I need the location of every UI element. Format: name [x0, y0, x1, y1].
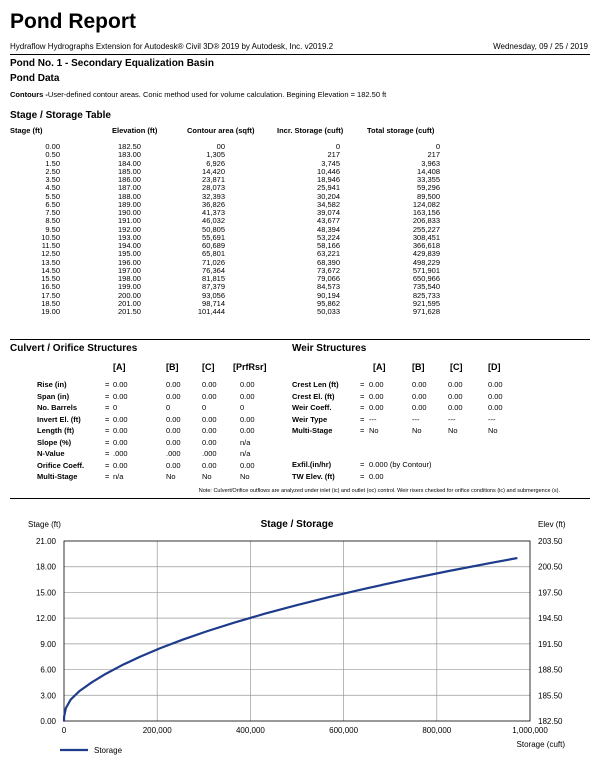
row-value: 0.00 [202, 426, 217, 435]
y2-tick-label: 194.50 [538, 614, 563, 624]
incr-cell: 39,074 [317, 208, 340, 217]
x-tick-label: 600,000 [329, 726, 359, 735]
storage-point [330, 596, 332, 598]
row-value: No [166, 472, 176, 481]
total-cell: 498,229 [412, 257, 440, 267]
row-value: 0.00 [202, 414, 217, 424]
elevation-cell: 186.00 [118, 175, 141, 184]
stage-cell: 11.50 [41, 241, 60, 250]
row-value: --- [488, 414, 496, 424]
storage-point [63, 720, 65, 722]
contours-text: User-defined contour areas. Conic method used for volume calculation. Begining Elevation = 182.50 ft [47, 90, 387, 99]
total-cell: 429,839 [412, 249, 440, 259]
row-value: No [412, 426, 422, 435]
area-cell: 93,056 [202, 290, 225, 300]
header-divider [10, 54, 590, 55]
storage-point [516, 557, 518, 559]
area-cell: 00 [216, 142, 225, 151]
row-label: Length (ft) [37, 426, 75, 435]
row-value: 0.00 [202, 437, 217, 447]
elevation-cell: 199.00 [118, 282, 141, 292]
equals-sign: = [105, 426, 110, 435]
area-cell: 81,815 [202, 274, 225, 283]
y-tick-label: 12.00 [35, 614, 56, 624]
stage-cell: 0.00 [45, 142, 60, 151]
pond-name: Pond No. 1 - Secondary Equalization Basin [10, 58, 214, 69]
area-cell: 60,689 [202, 241, 225, 250]
x-axis-label: Storage (cuft) [516, 740, 565, 749]
area-cell: 36,826 [202, 199, 225, 209]
col-header-incr-storage: Incr. Storage (cuft) [277, 126, 344, 135]
row-value: 0.00 [412, 380, 427, 389]
area-cell: 41,373 [202, 208, 225, 217]
total-cell: 971,628 [412, 307, 440, 316]
elevation-cell: 190.00 [118, 208, 141, 217]
stage-cell: 15.50 [41, 274, 60, 283]
row-value: --- [448, 414, 456, 424]
x-tick-label: 1,000,000 [512, 726, 548, 735]
row-value: 0 [202, 403, 207, 412]
storage-point [366, 587, 368, 589]
equals-sign: = [105, 472, 110, 481]
storage-point [448, 570, 450, 572]
storage-point [63, 716, 65, 718]
incr-cell: 63,221 [317, 249, 340, 259]
row-value: 0 [240, 403, 245, 412]
equals-sign: = [105, 391, 110, 401]
equals-sign: = [360, 403, 365, 412]
software-name: Hydraflow Hydrographs Extension for Autodesk® Civil 3D® 2019 by Autodesk, Inc. v2019.2 [10, 42, 334, 51]
stage-cell: 1.50 [45, 158, 60, 168]
storage-point [295, 604, 297, 606]
report-date: Wednesday, 09 / 25 / 2019 [493, 42, 588, 51]
area-cell: 71,026 [202, 257, 225, 267]
y-tick-label: 3.00 [40, 691, 56, 701]
total-cell: 124,082 [412, 199, 440, 209]
stage-cell: 7.50 [45, 208, 60, 217]
area-cell: 28,073 [202, 183, 225, 193]
total-cell: 308,451 [412, 232, 440, 242]
storage-point [493, 562, 495, 564]
stage-cell: 18.50 [41, 298, 60, 308]
area-cell: 50,805 [202, 224, 225, 234]
row-value: 0.00 [240, 414, 255, 424]
elevation-cell: 201.00 [118, 298, 141, 308]
stage-cell: 9.50 [45, 224, 60, 234]
total-cell: 0 [435, 142, 440, 151]
row-value: 0.00 [412, 391, 427, 401]
stage-cell: 12.50 [41, 249, 60, 259]
column-header: [A] [373, 362, 386, 372]
y2-tick-label: 191.50 [538, 639, 563, 649]
column-header: [C] [202, 362, 215, 372]
software-line [10, 42, 588, 51]
stage-cell: 8.50 [45, 216, 60, 226]
storage-point [263, 613, 265, 615]
elevation-cell: 188.00 [118, 191, 141, 201]
incr-cell: 18,946 [317, 175, 340, 184]
y-tick-label: 6.00 [40, 665, 56, 675]
x-tick-label: 0 [61, 726, 67, 735]
stage-cell: 3.50 [45, 175, 60, 184]
tw-elev-label: TW Elev. (ft) [292, 472, 335, 481]
elevation-cell: 193.00 [118, 232, 141, 242]
storage-point [105, 673, 107, 675]
chart-divider [10, 498, 590, 499]
stage-storage-chart [0, 510, 600, 777]
col-header-total-storage: Total storage (cuft) [367, 126, 435, 135]
incr-cell: 73,672 [317, 265, 340, 275]
y-tick-label: 15.00 [35, 588, 56, 598]
tw-elev-equals: = [360, 472, 365, 481]
total-cell: 14,408 [417, 166, 440, 176]
incr-cell: 217 [327, 150, 340, 160]
incr-cell: 79,066 [317, 274, 340, 283]
equals-sign: = [105, 449, 110, 458]
row-label: Multi-Stage [37, 472, 78, 481]
y-tick-label: 18.00 [35, 562, 56, 572]
equals-sign: = [105, 414, 110, 424]
area-cell: 101,444 [197, 307, 225, 316]
elevation-cell: 201.50 [118, 307, 141, 316]
incr-cell: 90,194 [317, 290, 340, 300]
total-cell: 33,355 [417, 175, 440, 184]
row-label: No. Barrels [37, 403, 78, 412]
area-cell: 87,379 [202, 282, 225, 292]
row-value: n/a [240, 437, 251, 447]
row-value: 0.00 [166, 414, 181, 424]
storage-curve [64, 558, 517, 721]
elevation-cell: 194.00 [118, 241, 141, 250]
column-header: [D] [488, 362, 501, 372]
equals-sign: = [105, 380, 110, 389]
contour-area-column [175, 143, 225, 316]
area-cell: 14,420 [202, 166, 225, 176]
area-cell: 23,871 [202, 175, 225, 184]
row-label: Crest Len (ft) [292, 380, 339, 389]
weir-section-title: Weir Structures [292, 343, 367, 354]
incr-cell: 43,677 [317, 216, 340, 226]
row-value: --- [412, 414, 420, 424]
row-value: 0.00 [448, 391, 463, 401]
area-cell: 32,393 [202, 191, 225, 201]
col-header-stage: Stage (ft) [10, 126, 43, 135]
storage-point [121, 664, 123, 666]
row-value: 0.00 [202, 380, 217, 389]
incr-cell: 34,582 [317, 199, 340, 209]
x-tick-label: 800,000 [422, 726, 452, 735]
incr-cell: 10,446 [317, 166, 340, 176]
row-value: No [240, 472, 250, 481]
total-cell: 650,966 [412, 274, 440, 283]
storage-point [79, 690, 81, 692]
stage-cell: 2.50 [45, 166, 60, 176]
storage-point [70, 699, 72, 701]
row-value: 0.00 [240, 460, 255, 470]
row-value: 0.00 [412, 403, 427, 412]
row-value: .000 [113, 449, 128, 458]
elevation-cell: 200.00 [118, 290, 141, 300]
elevation-cell: 183.00 [118, 150, 141, 160]
area-cell: 76,364 [202, 265, 225, 275]
incr-cell: 3,745 [321, 158, 340, 168]
stage-cell: 19.00 [41, 307, 60, 316]
row-value: 0.00 [113, 391, 128, 401]
structures-divider [10, 339, 590, 340]
stage-cell: 13.50 [41, 257, 60, 267]
total-cell: 206,833 [412, 216, 440, 226]
column-header: [PrfRsr] [233, 362, 267, 372]
stage-column [10, 143, 60, 316]
row-value: 0.00 [166, 460, 181, 470]
y2-tick-label: 197.50 [538, 588, 563, 598]
row-value: 0.00 [369, 403, 384, 412]
total-cell: 366,618 [412, 241, 440, 250]
stage-cell: 16.50 [41, 282, 60, 292]
row-value: 0.00 [166, 391, 181, 401]
row-value: 0.00 [240, 380, 255, 389]
total-cell: 3,963 [421, 158, 440, 168]
row-value: No [448, 426, 458, 435]
incr-storage-column [270, 143, 340, 316]
incr-cell: 58,166 [317, 241, 340, 250]
col-header-elevation: Elevation (ft) [112, 126, 158, 135]
total-cell: 255,227 [412, 224, 440, 234]
total-cell: 89,500 [417, 191, 440, 201]
row-value: 0.00 [488, 403, 503, 412]
row-value: No [488, 426, 498, 435]
y2-tick-label: 188.50 [538, 665, 563, 675]
row-value: 0.00 [166, 426, 181, 435]
tw-elev-value: 0.00 [369, 472, 384, 481]
incr-cell: 68,390 [317, 257, 340, 267]
row-value: 0.00 [202, 391, 217, 401]
row-value: 0.00 [166, 380, 181, 389]
row-value: n/a [113, 472, 124, 481]
row-value: 0.00 [202, 460, 217, 470]
incr-cell: 53,224 [317, 232, 340, 242]
analysis-note: Note: Culvert/Orifice outflows are analyzed under inlet (ic) and outlet (oc) control. Weir risers checked for orifice conditions (ic) and submergence (s). [198, 488, 560, 494]
y2-tick-label: 200.50 [538, 562, 563, 572]
stage-storage-table-title: Stage / Storage Table [10, 110, 111, 121]
equals-sign: = [360, 426, 365, 435]
area-cell: 6,926 [206, 158, 225, 168]
row-value: 0.00 [488, 391, 503, 401]
report-title: Pond Report [10, 10, 136, 33]
incr-cell: 30,204 [317, 191, 340, 201]
equals-sign: = [105, 460, 110, 470]
row-value: 0.00 [448, 380, 463, 389]
exfil-equals: = [360, 460, 365, 469]
total-cell: 217 [427, 150, 440, 160]
y-axis-label: Stage (ft) [28, 520, 61, 529]
row-value: n/a [240, 449, 251, 458]
row-value: 0.00 [113, 437, 128, 447]
total-cell: 825,733 [412, 290, 440, 300]
stage-cell: 5.50 [45, 191, 60, 201]
stage-cell: 14.50 [41, 265, 60, 275]
elevation-cell: 195.00 [118, 249, 141, 259]
x-tick-label: 400,000 [235, 726, 265, 735]
elevation-cell: 184.00 [118, 158, 141, 168]
row-value: 0.00 [369, 391, 384, 401]
column-header: [C] [450, 362, 463, 372]
incr-cell: 48,394 [317, 224, 340, 234]
stage-cell: 17.50 [41, 290, 60, 300]
stage-cell: 10.50 [41, 232, 60, 242]
row-label: N-Value [37, 449, 65, 458]
row-label: Span (in) [37, 391, 70, 401]
stage-cell: 6.50 [45, 199, 60, 209]
total-cell: 921,595 [412, 298, 440, 308]
row-label: Multi-Stage [292, 426, 333, 435]
elevation-cell: 182.50 [118, 142, 141, 151]
column-header: [A] [113, 362, 126, 372]
storage-point [65, 707, 67, 709]
row-label: Rise (in) [37, 380, 67, 389]
pond-data-heading: Pond Data [10, 73, 60, 84]
contours-label: Contours - [10, 90, 48, 99]
elevation-cell: 197.00 [118, 265, 141, 275]
row-value: 0.00 [488, 380, 503, 389]
row-value: 0 [113, 403, 118, 412]
stage-cell: 0.50 [45, 150, 60, 160]
elevation-cell: 187.00 [118, 183, 141, 193]
incr-cell: 25,941 [317, 183, 340, 193]
exfil-value: 0.000 (by Contour) [369, 460, 432, 469]
row-value: No [369, 426, 379, 435]
culvert-section-title: Culvert / Orifice Structures [10, 343, 138, 354]
elevation-cell: 185.00 [118, 166, 141, 176]
area-cell: 65,801 [202, 249, 225, 259]
storage-point [207, 630, 209, 632]
chart-title: Stage / Storage [260, 519, 334, 530]
row-label: Crest El. (ft) [292, 391, 335, 401]
storage-point [159, 647, 161, 649]
area-cell: 55,691 [202, 232, 225, 242]
elevation-cell: 191.00 [118, 216, 141, 226]
row-value: 0.00 [240, 391, 255, 401]
elevation-cell: 189.00 [118, 199, 141, 209]
total-cell: 59,296 [417, 183, 440, 193]
row-label: Weir Coeff. [292, 403, 332, 412]
row-label: Weir Type [292, 414, 328, 424]
row-value: 0.00 [113, 426, 128, 435]
y-tick-label: 0.00 [40, 717, 56, 726]
row-value: 0.00 [240, 426, 255, 435]
row-value: .000 [202, 449, 217, 458]
area-cell: 1,305 [206, 150, 225, 160]
total-cell: 735,540 [412, 282, 440, 292]
total-cell: 571,901 [412, 265, 440, 275]
row-value: --- [369, 414, 377, 424]
row-label: Slope (%) [37, 437, 72, 447]
row-value: 0.00 [113, 380, 128, 389]
y2-tick-label: 203.50 [538, 537, 563, 546]
row-value: 0.00 [113, 414, 128, 424]
equals-sign: = [105, 437, 110, 447]
y2-tick-label: 185.50 [538, 691, 563, 701]
legend-label: Storage [94, 746, 123, 755]
area-cell: 46,032 [202, 216, 225, 226]
elevation-cell: 196.00 [118, 257, 141, 267]
incr-cell: 50,033 [317, 307, 340, 316]
row-value: 0.00 [448, 403, 463, 412]
y-tick-label: 21.00 [35, 537, 56, 546]
column-header: [B] [166, 362, 179, 372]
row-value: No [202, 472, 212, 481]
exfil-label: Exfil.(in/hr) [292, 460, 332, 469]
row-value: 0 [166, 403, 171, 412]
row-label: Orifice Coeff. [37, 460, 85, 470]
row-value: 0.00 [113, 460, 128, 470]
row-value: 0.00 [369, 380, 384, 389]
row-label: Invert El. (ft) [37, 414, 81, 424]
storage-point [139, 656, 141, 658]
total-storage-column [370, 143, 440, 316]
y2-tick-label: 182.50 [538, 717, 563, 726]
equals-sign: = [360, 391, 365, 401]
y-tick-label: 9.00 [40, 639, 56, 649]
contours-description [10, 90, 386, 99]
elevation-cell: 198.00 [118, 274, 141, 283]
elevation-cell: 192.00 [118, 224, 141, 234]
y2-axis-label: Elev (ft) [538, 520, 566, 529]
storage-point [406, 579, 408, 581]
stage-cell: 4.50 [45, 183, 60, 193]
equals-sign: = [360, 414, 365, 424]
storage-point [234, 622, 236, 624]
incr-cell: 0 [335, 142, 340, 151]
incr-cell: 84,573 [317, 282, 340, 292]
x-tick-label: 200,000 [142, 726, 172, 735]
equals-sign: = [105, 403, 110, 412]
incr-cell: 95,862 [317, 298, 340, 308]
total-cell: 163,156 [412, 208, 440, 217]
col-header-contour-area: Contour area (sqft) [187, 126, 255, 135]
row-value: .000 [166, 449, 181, 458]
storage-point [91, 682, 93, 684]
column-header: [B] [412, 362, 425, 372]
row-value: 0.00 [166, 437, 181, 447]
area-cell: 98,714 [202, 298, 225, 308]
storage-point [182, 639, 184, 641]
equals-sign: = [360, 380, 365, 389]
elevation-column [118, 143, 168, 316]
